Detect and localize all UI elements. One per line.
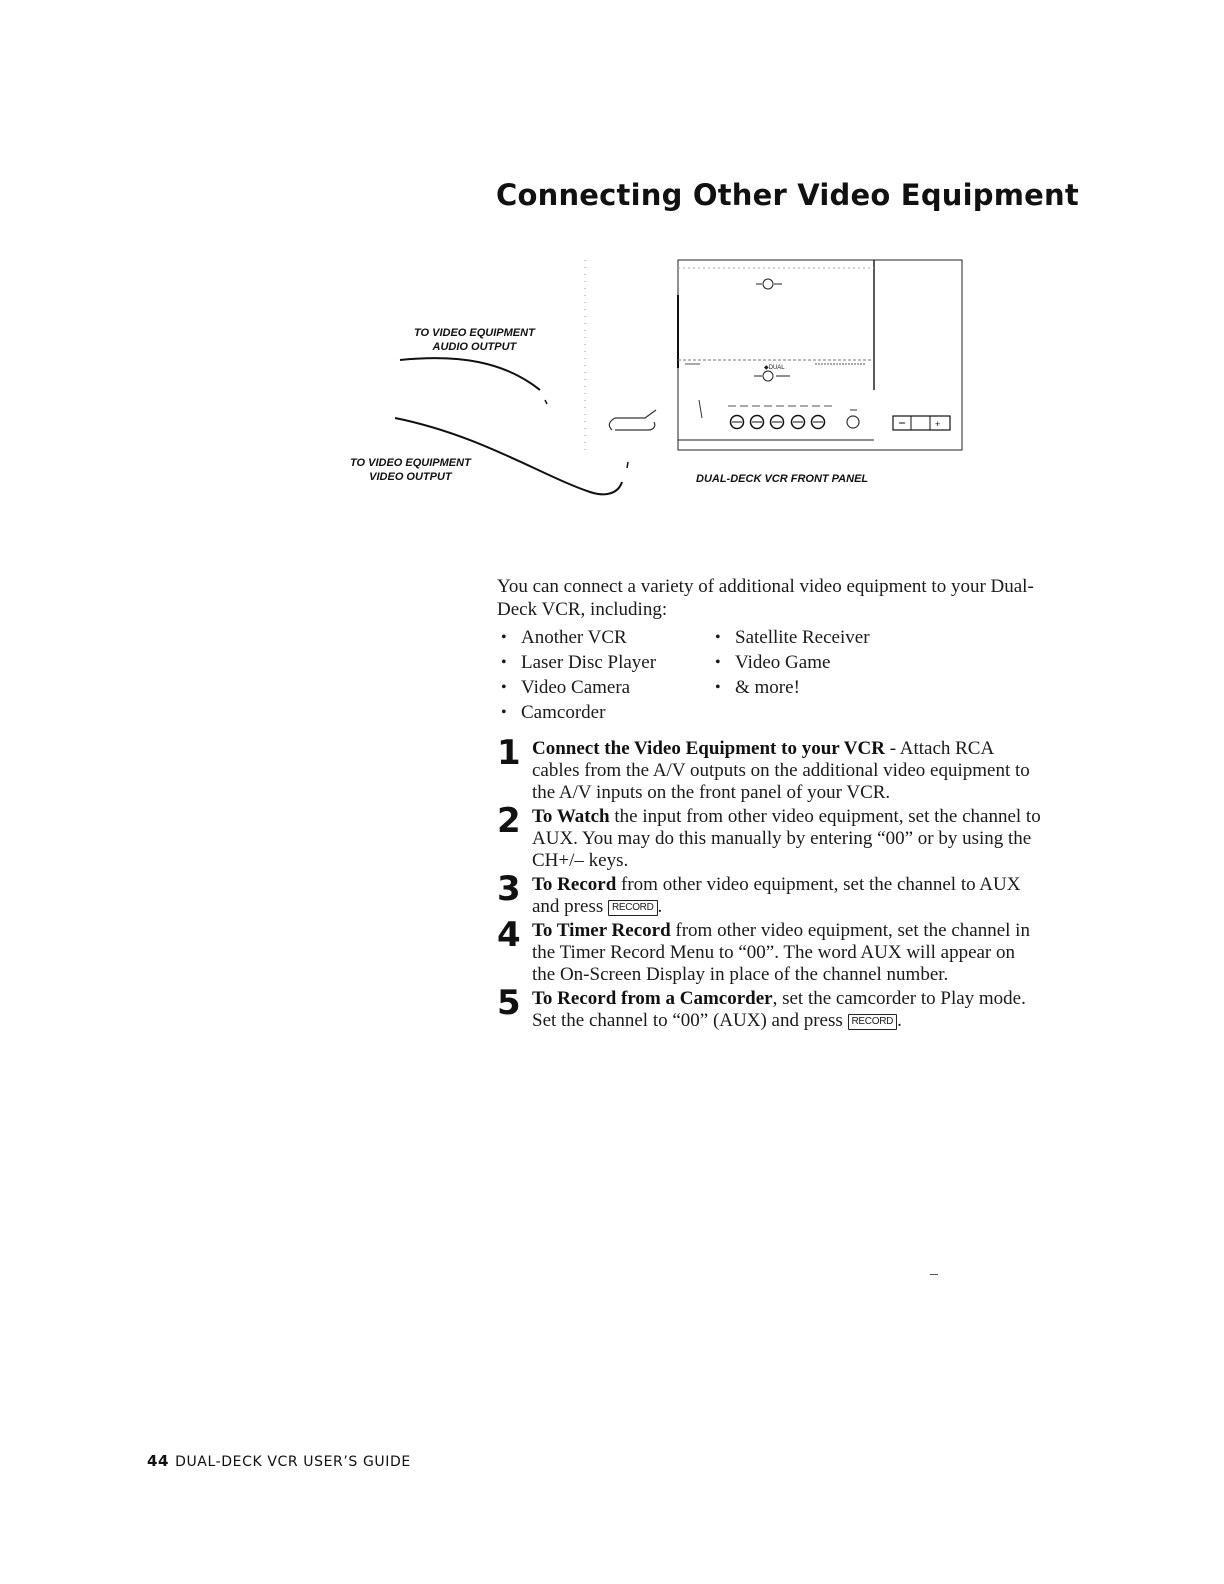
step-5 [497, 983, 1042, 1032]
step-text: - Attach RCA cables from the A/V outputs on the additional video equipment to the A/V inputs on the front panel of your VCR. [532, 738, 1030, 803]
step-heading: To Record [532, 874, 617, 895]
audio-cable [400, 358, 540, 390]
step-heading: Connect the Video Equipment to your VCR [532, 738, 885, 759]
audio-label-line2: AUDIO OUTPUT [432, 341, 517, 353]
step-text: from other video equipment, set the channel in the Timer Record Menu to “00”. The word AUX will appear on the On-Screen Display in place of the channel number. [532, 920, 1030, 985]
list-item: • Video Game [711, 650, 951, 675]
step-text: , set the camcorder to Play mode. Set the channel to “00” (AUX) and press [532, 988, 1026, 1031]
equipment-list [497, 625, 1037, 725]
page-number: 44 [147, 1452, 170, 1470]
step-number: 4 [497, 915, 521, 955]
list-item: • Laser Disc Player [497, 650, 711, 675]
steps-list [497, 733, 1042, 1034]
stray-mark [930, 1274, 938, 1275]
step-tail: . [897, 1010, 902, 1031]
intro-paragraph: You can connect a variety of additional video equipment to your Dual-Deck VCR, including: [497, 576, 1034, 620]
video-label-line2: VIDEO OUTPUT [369, 471, 452, 483]
list-item: • Satellite Receiver [711, 625, 951, 650]
step-text: the input from other video equipment, set the channel to AUX. You may do this manually by entering “00” or by using the CH+/– keys. [532, 806, 1041, 871]
step-1 [497, 733, 1042, 804]
svg-text:◆DUAL: ◆DUAL [764, 365, 785, 371]
page-footer [147, 1452, 411, 1470]
step-4 [497, 915, 1042, 986]
step-number: 1 [497, 733, 521, 773]
step-tail: . [657, 896, 663, 917]
step-heading: To Watch [532, 806, 610, 827]
list-item: • Another VCR [497, 625, 711, 650]
list-item: • & more! [711, 675, 951, 700]
audio-label-line1: TO VIDEO EQUIPMENT [414, 327, 535, 339]
list-item: • Video Camera [497, 675, 711, 700]
step-3 [497, 869, 1042, 918]
step-text: from other video equipment, set the channel to AUX and press [532, 874, 1021, 917]
vcr-front-panel [678, 260, 962, 450]
audio-output-label [414, 326, 535, 354]
step-number: 5 [497, 983, 521, 1023]
step-heading: To Timer Record [532, 920, 671, 941]
svg-text:+: + [935, 419, 941, 429]
front-panel-label: DUAL-DECK VCR FRONT PANEL [696, 473, 869, 485]
step-2 [497, 801, 1042, 872]
record-key: RECORD [848, 1014, 898, 1030]
video-output-label [350, 456, 471, 484]
step-number: 2 [497, 801, 521, 841]
intro-section [497, 575, 1037, 725]
list-item: • Camcorder [497, 700, 711, 725]
guide-title: DUAL-DECK VCR USER’S GUIDE [175, 1454, 411, 1470]
step-number: 3 [497, 869, 521, 909]
step-heading: To Record from a Camcorder [532, 988, 773, 1009]
video-label-line1: TO VIDEO EQUIPMENT [350, 457, 471, 469]
page-title: Connecting Other Video Equipment [496, 178, 1079, 212]
rca-plug [609, 410, 656, 430]
record-key: RECORD [608, 900, 658, 916]
